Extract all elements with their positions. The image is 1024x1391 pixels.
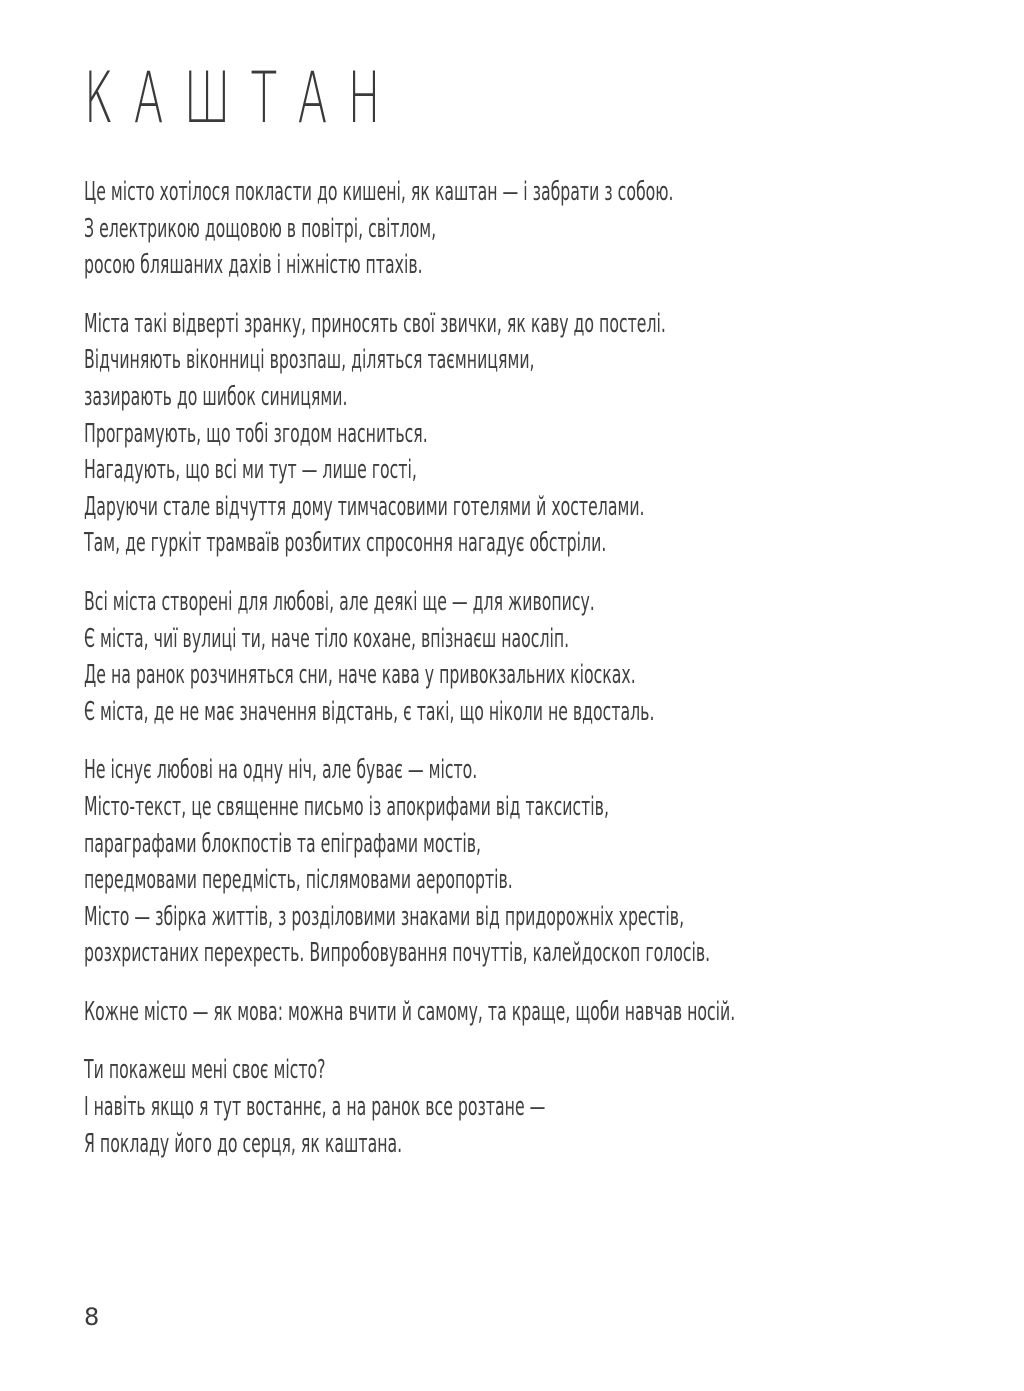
poem-line: І навіть якщо я тут востаннє, а на ранок все розтане — bbox=[84, 1092, 546, 1123]
poem-line: Міста такі відверті зранку, приносять свої звички, як каву до постелі. bbox=[84, 308, 666, 339]
stanza bbox=[84, 306, 992, 562]
poem-line: Де на ранок розчиняться сни, наче кава у привокзальних кіосках. bbox=[84, 660, 636, 691]
poem-line: Всі міста створені для любові, але деякі ще — для живопису. bbox=[84, 586, 595, 617]
poem-line: З електрикою дощовою в повітрі, світлом, bbox=[84, 213, 437, 244]
poem-body bbox=[84, 174, 992, 1184]
poem-line: зазирають до шибок синицями. bbox=[84, 381, 348, 412]
poem-line: Є міста, чиї вулиці ти, наче тіло кохане, впізнаєш наосліп. bbox=[84, 623, 570, 654]
poem-line: Я покладу його до серця, як каштана. bbox=[84, 1128, 403, 1159]
poem-line: Програмують, що тобі згодом насниться. bbox=[84, 418, 428, 449]
stanza bbox=[84, 994, 992, 1031]
poem-line: Там, де гуркіт трамваїв розбитих спросоння нагадує обстріли. bbox=[84, 528, 607, 559]
stanza bbox=[84, 174, 992, 284]
poem-line: Даруючи стале відчуття дому тимчасовими готелями й хостелами. bbox=[84, 491, 645, 522]
poem-line: Є міста, де не має значення відстань, є такі, що ніколи не вдосталь. bbox=[84, 696, 655, 727]
poem-line: Це місто хотілося покласти до кишені, як каштан — і забрати з собою. bbox=[84, 177, 674, 207]
stanza bbox=[84, 752, 992, 972]
poem-line: Не існує любові на одну ніч, але буває — місто. bbox=[84, 755, 478, 786]
poem-title: КАШТАН bbox=[84, 57, 401, 139]
stanza bbox=[84, 584, 992, 730]
poem-line: Ти покажеш мені своє місто? bbox=[84, 1055, 326, 1086]
page-number: 8 bbox=[84, 1303, 100, 1331]
poem-line: Кожне місто — як мова: можна вчити й самому, та краще, щоби навчав носій. bbox=[84, 996, 736, 1027]
poem-line: Місто — збірка життів, з розділовими знаками від придорожніх хрестів, bbox=[84, 901, 685, 932]
poem-line: Місто-текст, це священне письмо із апокрифами від таксистів, bbox=[84, 791, 609, 822]
stanza bbox=[84, 1052, 992, 1162]
poem-line: Відчиняють віконниці врозпаш, діляться таємницями, bbox=[84, 345, 535, 376]
poem-line: параграфами блокпостів та епіграфами мостів, bbox=[84, 828, 482, 859]
poem-line: Нагадують, що всі ми тут — лише гості, bbox=[84, 455, 417, 486]
poem-line: росою бляшаних дахів і ніжністю птахів. bbox=[84, 250, 423, 281]
poem-line: розхристаних перехресть. Випробовування почуттів, калейдоскоп голосів. bbox=[84, 938, 711, 969]
poem-line: передмовами передмість, післямовами аеропортів. bbox=[84, 865, 513, 896]
